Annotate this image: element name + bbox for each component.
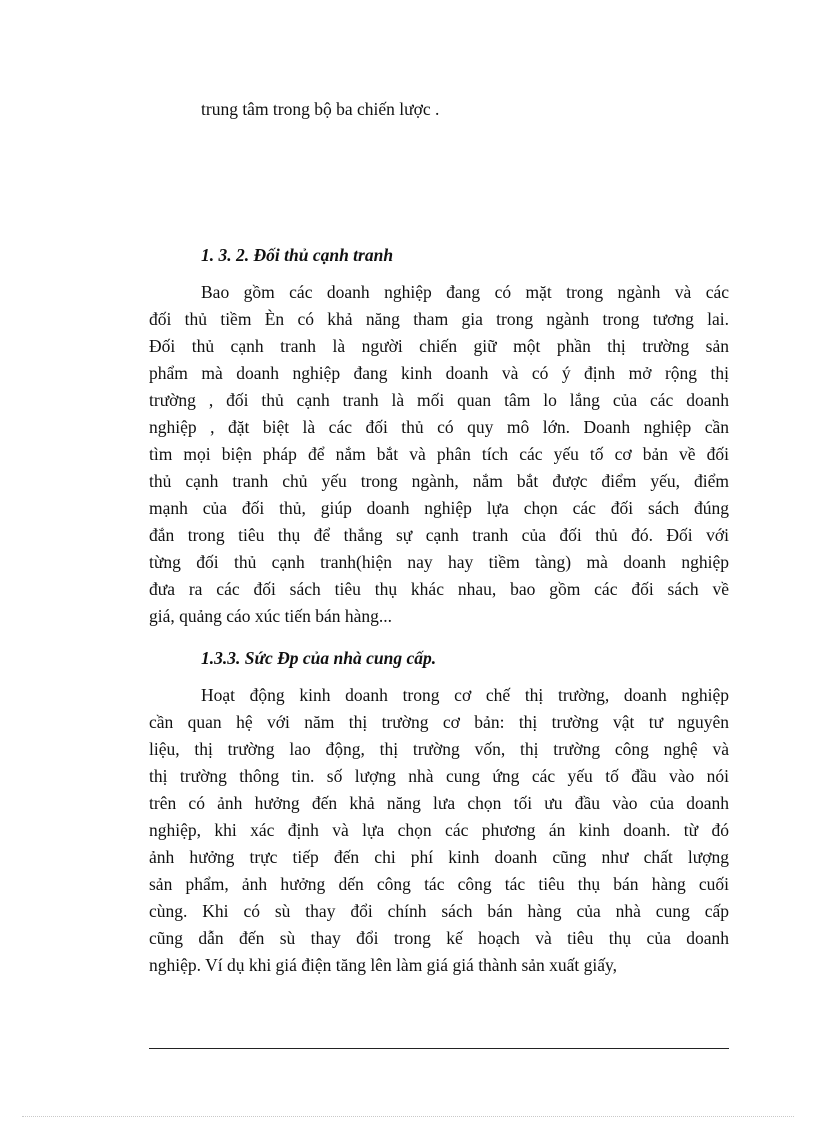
paragraph-line: thủ cạnh tranh chủ yếu trong ngành, nắm bắt được điểm yếu, điểm	[149, 471, 729, 491]
paragraph-line: ảnh hưởng trực tiếp đến chi phí kinh doanh cũng như chất lượng	[149, 847, 729, 867]
paragraph-line: giá, quảng cáo xúc tiến bán hàng...	[149, 606, 392, 626]
paragraph-line: mạnh của đối thủ, giúp doanh nghiệp lựa chọn các đối sách đúng	[149, 498, 729, 518]
intro-line: trung tâm trong bộ ba chiến lược .	[201, 99, 440, 119]
paragraph-line: nghiệp. Ví dụ khi giá điện tăng lên làm giá giá thành sản xuất giấy,	[149, 955, 618, 975]
paragraph-line: cùng. Khi có sù thay đổi chính sách bán hàng của nhà cung cấp	[149, 901, 729, 921]
paragraph-line: Đối thủ cạnh tranh là người chiến giữ một phần thị trường sản	[149, 336, 729, 356]
paragraph-line: đối thủ tiềm Èn có khả năng tham gia trong ngành trong tương lai.	[149, 309, 729, 329]
page-bottom-dotted-border	[22, 1116, 794, 1117]
paragraph-line: nghiệp , đặt biệt là các đối thủ có quy mô lớn. Doanh nghiệp cần	[149, 417, 729, 437]
paragraph-line: trên có ảnh hưởng đến khả năng lưa chọn tối ưu đầu vào của doanh	[149, 793, 729, 813]
paragraph-line: cũng dẫn đến sù thay đổi trong kế hoạch và tiêu thụ của doanh	[149, 928, 729, 948]
paragraph-line: cần quan hệ với năm thị trường cơ bản: thị trường vật tư nguyên	[149, 712, 729, 732]
paragraph-line: nghiệp, khi xác định và lựa chọn các phương án kinh doanh. từ đó	[149, 820, 729, 840]
section-heading-competitors: 1. 3. 2. Đối thủ cạnh tranh	[201, 245, 394, 265]
paragraph-line: phẩm mà doanh nghiệp đang kinh doanh và có ý định mở rộng thị	[149, 363, 729, 383]
paragraph-line: từng đối thủ cạnh tranh(hiện nay hay tiềm tàng) mà doanh nghiệp	[149, 552, 729, 572]
paragraph-line: sản phẩm, ảnh hưởng dến công tác công tác tiêu thụ bán hàng cuối	[149, 874, 729, 894]
paragraph-line: Hoạt động kinh doanh trong cơ chế thị trường, doanh nghiệp	[201, 685, 729, 705]
paragraph-line: tìm mọi biện pháp để nắm bắt và phân tích các yếu tố cơ bản về đối	[149, 444, 729, 464]
paragraph-line: thị trường thông tin. số lượng nhà cung ứng các yếu tố đầu vào nói	[149, 766, 729, 786]
footer-rule	[149, 1048, 729, 1049]
paragraph-line: trường , đối thủ cạnh tranh là mối quan tâm lo lắng của các doanh	[149, 390, 729, 410]
paragraph-line: đắn trong tiêu thụ để thắng sự cạnh tranh của đối thủ đó. Đối với	[149, 525, 729, 545]
section-heading-suppliers: 1.3.3. Sức Ðp của nhà cung cấp.	[201, 648, 437, 668]
paragraph-line: liệu, thị trường lao động, thị trường vốn, thị trường công nghệ và	[149, 739, 729, 759]
paragraph-line: Bao gồm các doanh nghiệp đang có mặt trong ngành và các	[201, 282, 729, 302]
paragraph-line: đưa ra các đối sách tiêu thụ khác nhau, bao gồm các đối sách về	[149, 579, 729, 599]
